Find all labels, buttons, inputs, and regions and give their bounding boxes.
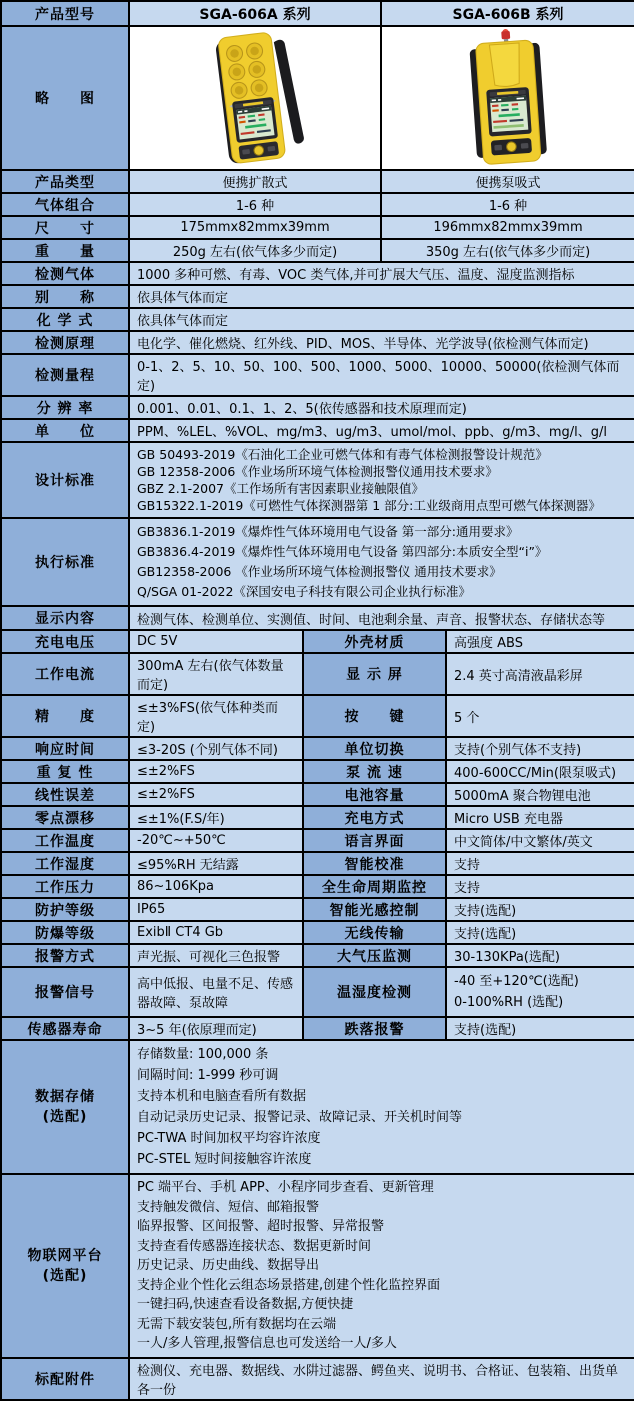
table-row — [1, 170, 634, 193]
feature-line: 支持本机和电脑查看所有数据 — [137, 1089, 307, 1104]
row-label: 检测气体 — [1, 262, 129, 285]
row-label: 单 位 — [1, 419, 129, 442]
row-value: 400-600CC/Min(限泵吸式) — [446, 760, 634, 783]
table-row — [1, 442, 634, 518]
standard-line: GB3836.4-2019《爆炸性气体环境用电气设备 第四部分:本质安全型“i”》 — [137, 544, 548, 559]
row-label: 跌落报警 — [303, 1017, 446, 1040]
row-label-data-storage: 数据存储 (选配) — [1, 1040, 129, 1174]
row-label: 气体组合 — [1, 193, 129, 216]
row-value: ≤3-20S (个别气体不同) — [129, 737, 303, 760]
value-a: 175mmx82mmx39mm — [129, 216, 381, 239]
table-row — [1, 285, 634, 308]
table-row — [1, 1358, 634, 1400]
feature-line: 历史记录、历史曲线、数据导出 — [137, 1258, 320, 1273]
table-row — [1, 216, 634, 239]
row-label-iot-platform: 物联网平台 (选配) — [1, 1174, 129, 1358]
value-b: 1-6 种 — [381, 193, 634, 216]
row-value: 高强度 ABS — [446, 630, 634, 653]
value-a: 250g 左右(依气体多少而定) — [129, 239, 381, 262]
row-label: 智能校准 — [303, 852, 446, 875]
value-line: -40 至+120℃(选配) — [454, 974, 579, 989]
row-label-exec-standard: 执行标准 — [1, 518, 129, 606]
table-row — [1, 193, 634, 216]
value-b: 350g 左右(依气体多少而定) — [381, 239, 634, 262]
table-row — [1, 806, 634, 829]
row-value: ≤±1%(F.S/年) — [129, 806, 303, 829]
iot-platform-cell — [129, 1174, 634, 1358]
table-row — [1, 921, 634, 944]
feature-line: 临界报警、区间报警、超时报警、异常报警 — [137, 1219, 385, 1234]
table-row — [1, 852, 634, 875]
row-label: 语言界面 — [303, 829, 446, 852]
feature-line: 自动记录历史记录、报警记录、故障记录、开关机时间等 — [137, 1110, 463, 1125]
standard-line: GB 12358-2006《作业场所环境气体检测报警仪通用技术要求》 — [137, 464, 498, 479]
feature-line: 支持查看传感器连接状态、数据更新时间 — [137, 1238, 372, 1254]
row-label: 检测量程 — [1, 354, 129, 396]
row-label: 温湿度检测 — [303, 967, 446, 1017]
feature-line: PC-TWA 时间加权平均容许浓度 — [137, 1131, 321, 1146]
table-row — [1, 606, 634, 630]
row-value: 支持(选配) — [446, 1017, 634, 1040]
standard-line: GB3836.1-2019《爆炸性气体环境用电气设备 第一部分:通用要求》 — [137, 524, 519, 539]
row-value: ≤95%RH 无结露 — [129, 852, 303, 875]
row-value: 声光振、可视化三色报警 — [129, 944, 303, 967]
table-row — [1, 354, 634, 396]
table-row — [1, 875, 634, 898]
row-value: PPM、%LEL、%VOL、mg/m3、ug/m3、umol/mol、ppb、g/m3、mg/l、g/l — [129, 419, 634, 442]
row-label: 精 度 — [1, 695, 129, 737]
row-label-accessories: 标配附件 — [1, 1358, 129, 1400]
value-a: 1-6 种 — [129, 193, 381, 216]
series-a-header: SGA-606A 系列 — [129, 1, 381, 26]
table-row — [1, 1040, 634, 1174]
value-a: 便携扩散式 — [129, 170, 381, 193]
standard-line: GB15322.1-2019《可燃性气体探测器第 1 部分:工业级商用点型可燃气体探测器》 — [137, 498, 601, 513]
row-value: IP65 — [129, 898, 303, 921]
table-row — [1, 653, 634, 695]
row-value: 依具体气体而定 — [129, 285, 634, 308]
row-value: -20℃~+50℃ — [129, 829, 303, 852]
row-label: 全生命周期监控 — [303, 875, 446, 898]
gas-detector-diffusion-image — [195, 29, 315, 167]
row-value — [446, 967, 634, 1017]
gas-detector-pump-image — [448, 29, 568, 167]
row-label: 检测原理 — [1, 331, 129, 354]
row-value: 5000mA 聚合物锂电池 — [446, 783, 634, 806]
row-value: 300mA 左右(依气体数量而定) — [129, 653, 303, 695]
row-label: 无线传输 — [303, 921, 446, 944]
row-label: 电池容量 — [303, 783, 446, 806]
row-label: 工作压力 — [1, 875, 129, 898]
row-label: 报警方式 — [1, 944, 129, 967]
row-label: 线性误差 — [1, 783, 129, 806]
table-row — [1, 737, 634, 760]
table-row — [1, 1017, 634, 1040]
table-row — [1, 262, 634, 285]
row-label: 智能光感控制 — [303, 898, 446, 921]
accessories-value: 检测仪、充电器、数据线、水阱过滤器、鳄鱼夹、说明书、合格证、包装箱、出货单各一份 — [129, 1358, 634, 1400]
row-value: 2.4 英寸高清液晶彩屏 — [446, 653, 634, 695]
row-label: 分 辨 率 — [1, 396, 129, 419]
row-value: ≤±2%FS — [129, 760, 303, 783]
row-value: 支持 — [446, 875, 634, 898]
row-label-design-standard: 设计标准 — [1, 442, 129, 518]
value-b: 196mmx82mmx39mm — [381, 216, 634, 239]
row-label-sketch: 略 图 — [1, 26, 129, 170]
feature-line: 存储数量: 100,000 条 — [137, 1047, 269, 1062]
table-row — [1, 419, 634, 442]
table-row — [1, 308, 634, 331]
row-label: 报警信号 — [1, 967, 129, 1017]
row-value: DC 5V — [129, 630, 303, 653]
device-b-image-cell — [381, 26, 634, 170]
row-label: 泵 流 速 — [303, 760, 446, 783]
table-row — [1, 630, 634, 653]
table-row — [1, 695, 634, 737]
row-value: 高中低报、电量不足、传感器故障、泵故障 — [129, 967, 303, 1017]
standard-line: Q/SGA 01-2022《深国安电子科技有限公司企业执行标准》 — [137, 584, 471, 599]
feature-line: 一人/多人管理,报警信息也可发送给一人/多人 — [137, 1336, 397, 1351]
row-value: 5 个 — [446, 695, 634, 737]
value-line: 0-100%RH (选配) — [454, 995, 564, 1010]
feature-line: 支持触发微信、短信、邮箱报警 — [137, 1199, 320, 1215]
row-label: 工作湿度 — [1, 852, 129, 875]
feature-line: PC-STEL 短时间接触容许浓度 — [137, 1152, 312, 1167]
row-label: 产品类型 — [1, 170, 129, 193]
row-value: 中文简体/中文繁体/英文 — [446, 829, 634, 852]
row-label: 工作温度 — [1, 829, 129, 852]
table-row — [1, 967, 634, 1017]
row-label: 工作电流 — [1, 653, 129, 695]
standard-line: GBZ 2.1-2007《工作场所有害因素职业接触限值》 — [137, 481, 425, 496]
row-value: 电化学、催化燃烧、红外线、PID、MOS、半导体、光学波导(依检测气体而定) — [129, 331, 634, 354]
table-row — [1, 829, 634, 852]
row-label: 零点漂移 — [1, 806, 129, 829]
row-label-product-model: 产品型号 — [1, 1, 129, 26]
row-label: 外壳材质 — [303, 630, 446, 653]
row-value: 0.001、0.01、0.1、1、2、5(依传感器和技术原理而定) — [129, 396, 634, 419]
series-b-header: SGA-606B 系列 — [381, 1, 634, 26]
row-label: 重 量 — [1, 239, 129, 262]
table-row — [1, 1174, 634, 1358]
table-row — [1, 760, 634, 783]
table-row — [1, 1, 634, 26]
feature-line: 一键扫码,快速查看设备数据,方便快捷 — [137, 1297, 354, 1312]
row-value: 检测气体、检测单位、实测值、时间、电池剩余量、声音、报警状态、存储状态等 — [129, 606, 634, 630]
row-value: 0-1、2、5、10、50、100、500、1000、5000、10000、50000(依检测气体而定) — [129, 354, 634, 396]
table-row — [1, 944, 634, 967]
standard-line: GB12358-2006 《作业场所环境气体检测报警仪 通用技术要求》 — [137, 564, 502, 579]
row-label: 显 示 屏 — [303, 653, 446, 695]
row-label: 充电电压 — [1, 630, 129, 653]
design-standard-cell — [129, 442, 634, 518]
row-value: 依具体气体而定 — [129, 308, 634, 331]
row-label: 响应时间 — [1, 737, 129, 760]
row-label: 化 学 式 — [1, 308, 129, 331]
feature-line: 支持企业个性化云组态场景搭建,创建个性化监控界面 — [137, 1277, 441, 1293]
row-value: 支持(个别气体不支持) — [446, 737, 634, 760]
row-value: 1000 多种可燃、有毒、VOC 类气体,并可扩展大气压、温度、湿度监测指标 — [129, 262, 634, 285]
table-row — [1, 331, 634, 354]
row-label: 尺 寸 — [1, 216, 129, 239]
row-label: 重 复 性 — [1, 760, 129, 783]
row-label: 防爆等级 — [1, 921, 129, 944]
row-label: 显示内容 — [1, 606, 129, 630]
feature-line: 间隔时间: 1-999 秒可调 — [137, 1068, 279, 1083]
row-label: 传感器寿命 — [1, 1017, 129, 1040]
exec-standard-cell — [129, 518, 634, 606]
row-value: ExibⅡ CT4 Gb — [129, 921, 303, 944]
table-row — [1, 239, 634, 262]
row-value: 支持(选配) — [446, 921, 634, 944]
data-storage-cell — [129, 1040, 634, 1174]
row-value: Micro USB 充电器 — [446, 806, 634, 829]
row-value: 30-130KPa(选配) — [446, 944, 634, 967]
table-row — [1, 518, 634, 606]
row-label: 充电方式 — [303, 806, 446, 829]
table-row — [1, 396, 634, 419]
row-value: ≤±2%FS — [129, 783, 303, 806]
row-value: ≤±3%FS(依气体种类而定) — [129, 695, 303, 737]
row-label: 单位切换 — [303, 737, 446, 760]
table-row — [1, 898, 634, 921]
row-label: 别 称 — [1, 285, 129, 308]
row-label: 按 键 — [303, 695, 446, 737]
row-label: 大气压监测 — [303, 944, 446, 967]
row-value: 3~5 年(依原理而定) — [129, 1017, 303, 1040]
feature-line: PC 端平台、手机 APP、小程序同步查看、更新管理 — [137, 1180, 434, 1195]
table-row — [1, 26, 634, 170]
standard-line: GB 50493-2019《石油化工企业可燃气体和有毒气体检测报警设计规范》 — [137, 447, 548, 462]
feature-line: 无需下载安装包,所有数据均在云端 — [137, 1316, 337, 1332]
row-value: 支持(选配) — [446, 898, 634, 921]
value-b: 便携泵吸式 — [381, 170, 634, 193]
row-value: 支持 — [446, 852, 634, 875]
row-value: 86~106Kpa — [129, 875, 303, 898]
device-a-image-cell — [129, 26, 381, 170]
table-row — [1, 783, 634, 806]
row-label: 防护等级 — [1, 898, 129, 921]
